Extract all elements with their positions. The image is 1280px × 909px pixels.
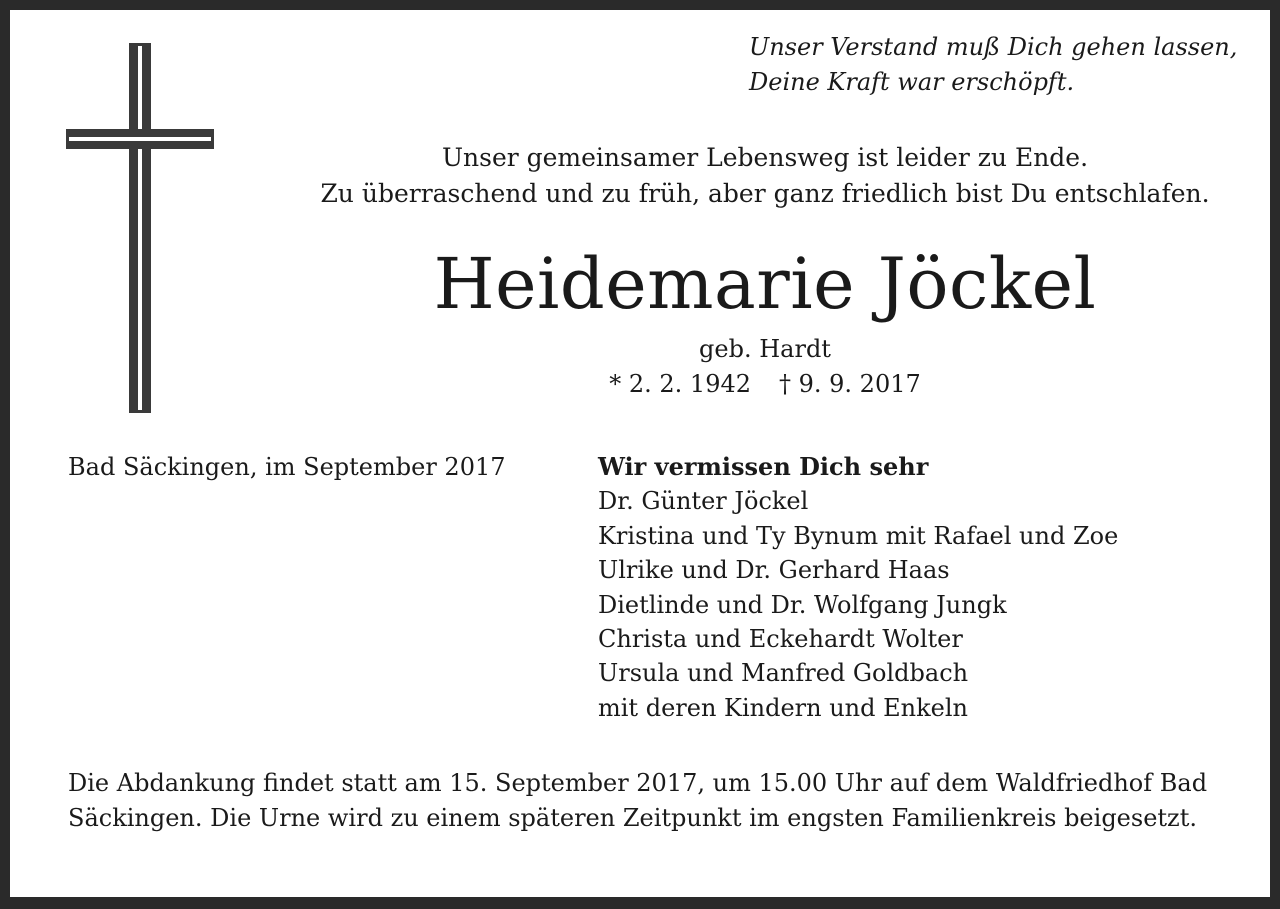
deceased-name: Heidemarie Jöckel [433,243,1097,325]
birth-date: * 2. 2. 1942 [609,370,751,398]
mourner-entry: Ursula und Manfred Goldbach [598,659,969,688]
mourner-entry: Dr. Günter Jöckel [598,487,809,516]
intro-line: Unser gemeinsamer Lebensweg ist leider zu Ende. [441,143,1089,172]
mourner-entry: Christa und Eckehardt Wolter [598,625,963,654]
quote-line: Deine Kraft war erschöpft. [749,68,1075,96]
intro-line: Zu überraschend und zu früh, aber ganz friedlich bist Du entschlafen. [320,179,1210,208]
mourner-entry: Dietlinde und Dr. Wolfgang Jungk [598,590,1007,619]
life-dates [565,368,965,400]
death-date: † 9. 9. 2017 [779,370,921,398]
mourners-heading: Wir vermissen Dich sehr [598,452,929,481]
quote-line: Unser Verstand muß Dich gehen lassen, [749,33,1238,61]
mourner-entry: mit deren Kindern und Enkeln [598,693,968,722]
cross-icon [66,43,216,413]
mourner-entry: Ulrike und Dr. Gerhard Haas [598,556,950,585]
mourner-entry: Kristina und Ty Bynum mit Rafael und Zoe [598,521,1119,550]
maiden-name: geb. Hardt [699,335,831,363]
intro-text [300,140,1230,212]
place-and-date: Bad Säckingen, im September 2017 [68,453,506,481]
funeral-notice: Die Abdankung findet statt am 15. September 2017, um 15.00 Uhr auf dem Waldfriedhof Bad Säckingen. Die Urne wird zu einem späteren Zeitpunkt im engsten Familienkreis beigesetzt. [68,769,1208,832]
memorial-quote [749,30,1238,100]
mourners-list [598,450,1118,725]
